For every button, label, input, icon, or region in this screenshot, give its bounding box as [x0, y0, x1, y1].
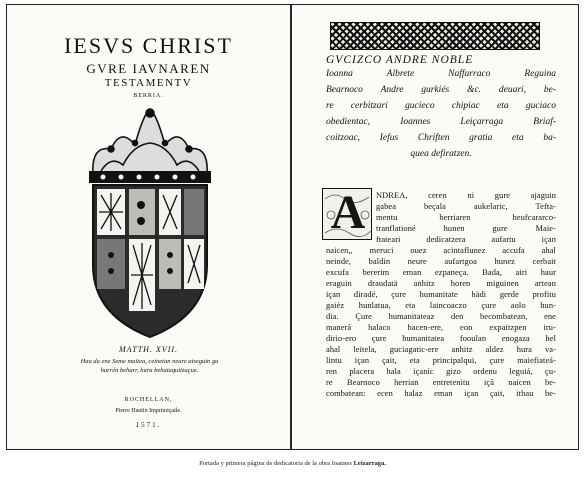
- body-line: mentu berriaren heufcararco-: [376, 213, 556, 222]
- body-line: dia. Çure humanitateaz den becombatean, ene: [326, 312, 556, 321]
- body-line: içan diradé, çure humanitate hädi gerde profitu: [326, 290, 556, 299]
- ornamental-band-icon: [330, 22, 540, 50]
- subtitle-gure-iaunaren: GVRE IAVNAREN: [86, 61, 211, 76]
- body-line: excufa bererim eman ezpaneça. Bada, airi haur: [326, 268, 556, 277]
- initial-letter: A: [330, 188, 366, 239]
- title-page: [7, 5, 290, 449]
- body-line: combatean: ecen halaz eman içan çait, ithau be-: [326, 389, 556, 398]
- caption-text: Portada y primera página de dedicatoria de la obra Ioannes: [199, 460, 354, 467]
- motto: [47, 357, 252, 375]
- dedication-line: coitzoac, Iefus Chriften gratia eta ba-: [326, 133, 556, 143]
- subtitle-testamentu: TESTAMENTV: [104, 77, 193, 89]
- dedication-line: Ioanna Albrete Naffarraco Reguina: [326, 69, 556, 79]
- imprint-city: ROCHELLAN,: [124, 397, 173, 403]
- dedication-line: Bearnoco Andre gurkiés &c. deuari, be-: [326, 85, 556, 95]
- dedication-line: re cerbitzari gucieco chipiac eta guciaco: [326, 101, 556, 111]
- body-line: naicen,, meruci ouez acintaflunez accufa ahal: [326, 246, 556, 255]
- decorated-initial-icon: [322, 188, 372, 240]
- motto-line: Hau da ene Seme maitea, ceinetan neure atseguin gu: [80, 358, 219, 365]
- book-spread: [6, 4, 579, 450]
- body-line: manerá halaco bacen-ere, eon expaitzpen iru-: [326, 323, 556, 332]
- coat-of-arms-icon: [71, 105, 229, 341]
- title-iesus-christ: IESVS CHRIST: [64, 33, 233, 58]
- body-line: dirio-ero çure humanitatea fooulan enogaza hel: [326, 334, 556, 343]
- caption-author: Leizarraga.: [353, 460, 386, 467]
- body-line: re Bearnoco herrian entretenitu içã naicen be-: [326, 378, 556, 387]
- body-line: gabea beçala aukelaric, Tefta-: [376, 202, 556, 211]
- body-line: lintu içan çait, eta principalqui, çure maiefiateá-: [326, 356, 556, 365]
- body-line: gaiéz hunlatua, eta laincoaczo çure aolo hun-: [326, 301, 556, 310]
- body-line: ftateari dedicatzera aufartu içan: [376, 235, 556, 244]
- body-line: neinde, baldin neure aufartgoa hunez cerbait: [326, 257, 556, 266]
- dedication-line: quea defiratzen.: [410, 149, 472, 159]
- body-line: ren placera hala içanic gizo ordenu leguiá, çu-: [326, 367, 556, 376]
- subtitle-berria: BERRIA.: [133, 93, 164, 99]
- motto-line: harrén beharr, hura behaiaquitzaçue.: [100, 367, 199, 374]
- figure-caption: [0, 460, 585, 467]
- dedication-title: GVCIZCO ANDRE NOBLE: [326, 54, 474, 66]
- body-line: eraguin draudatä anhitz horen miguinen artean: [326, 279, 556, 288]
- body-line: tranflationé hunen gure Maie-: [376, 224, 556, 233]
- imprint-printer: Pierre Hautin Imprimiçaile.: [115, 408, 182, 414]
- imprint-year: 1571.: [135, 421, 162, 429]
- bible-reference: MATTH. XVII.: [118, 345, 179, 354]
- body-line: ahal leitela, guciagatic-ere anhitz aldez hura va-: [326, 345, 556, 354]
- dedication-page: [292, 5, 580, 449]
- body-line: NDREA, ceren ni gure ajaguin: [376, 191, 556, 200]
- dedication-line: obedientac, Ioannes Leiçarraga Briaf-: [326, 117, 556, 127]
